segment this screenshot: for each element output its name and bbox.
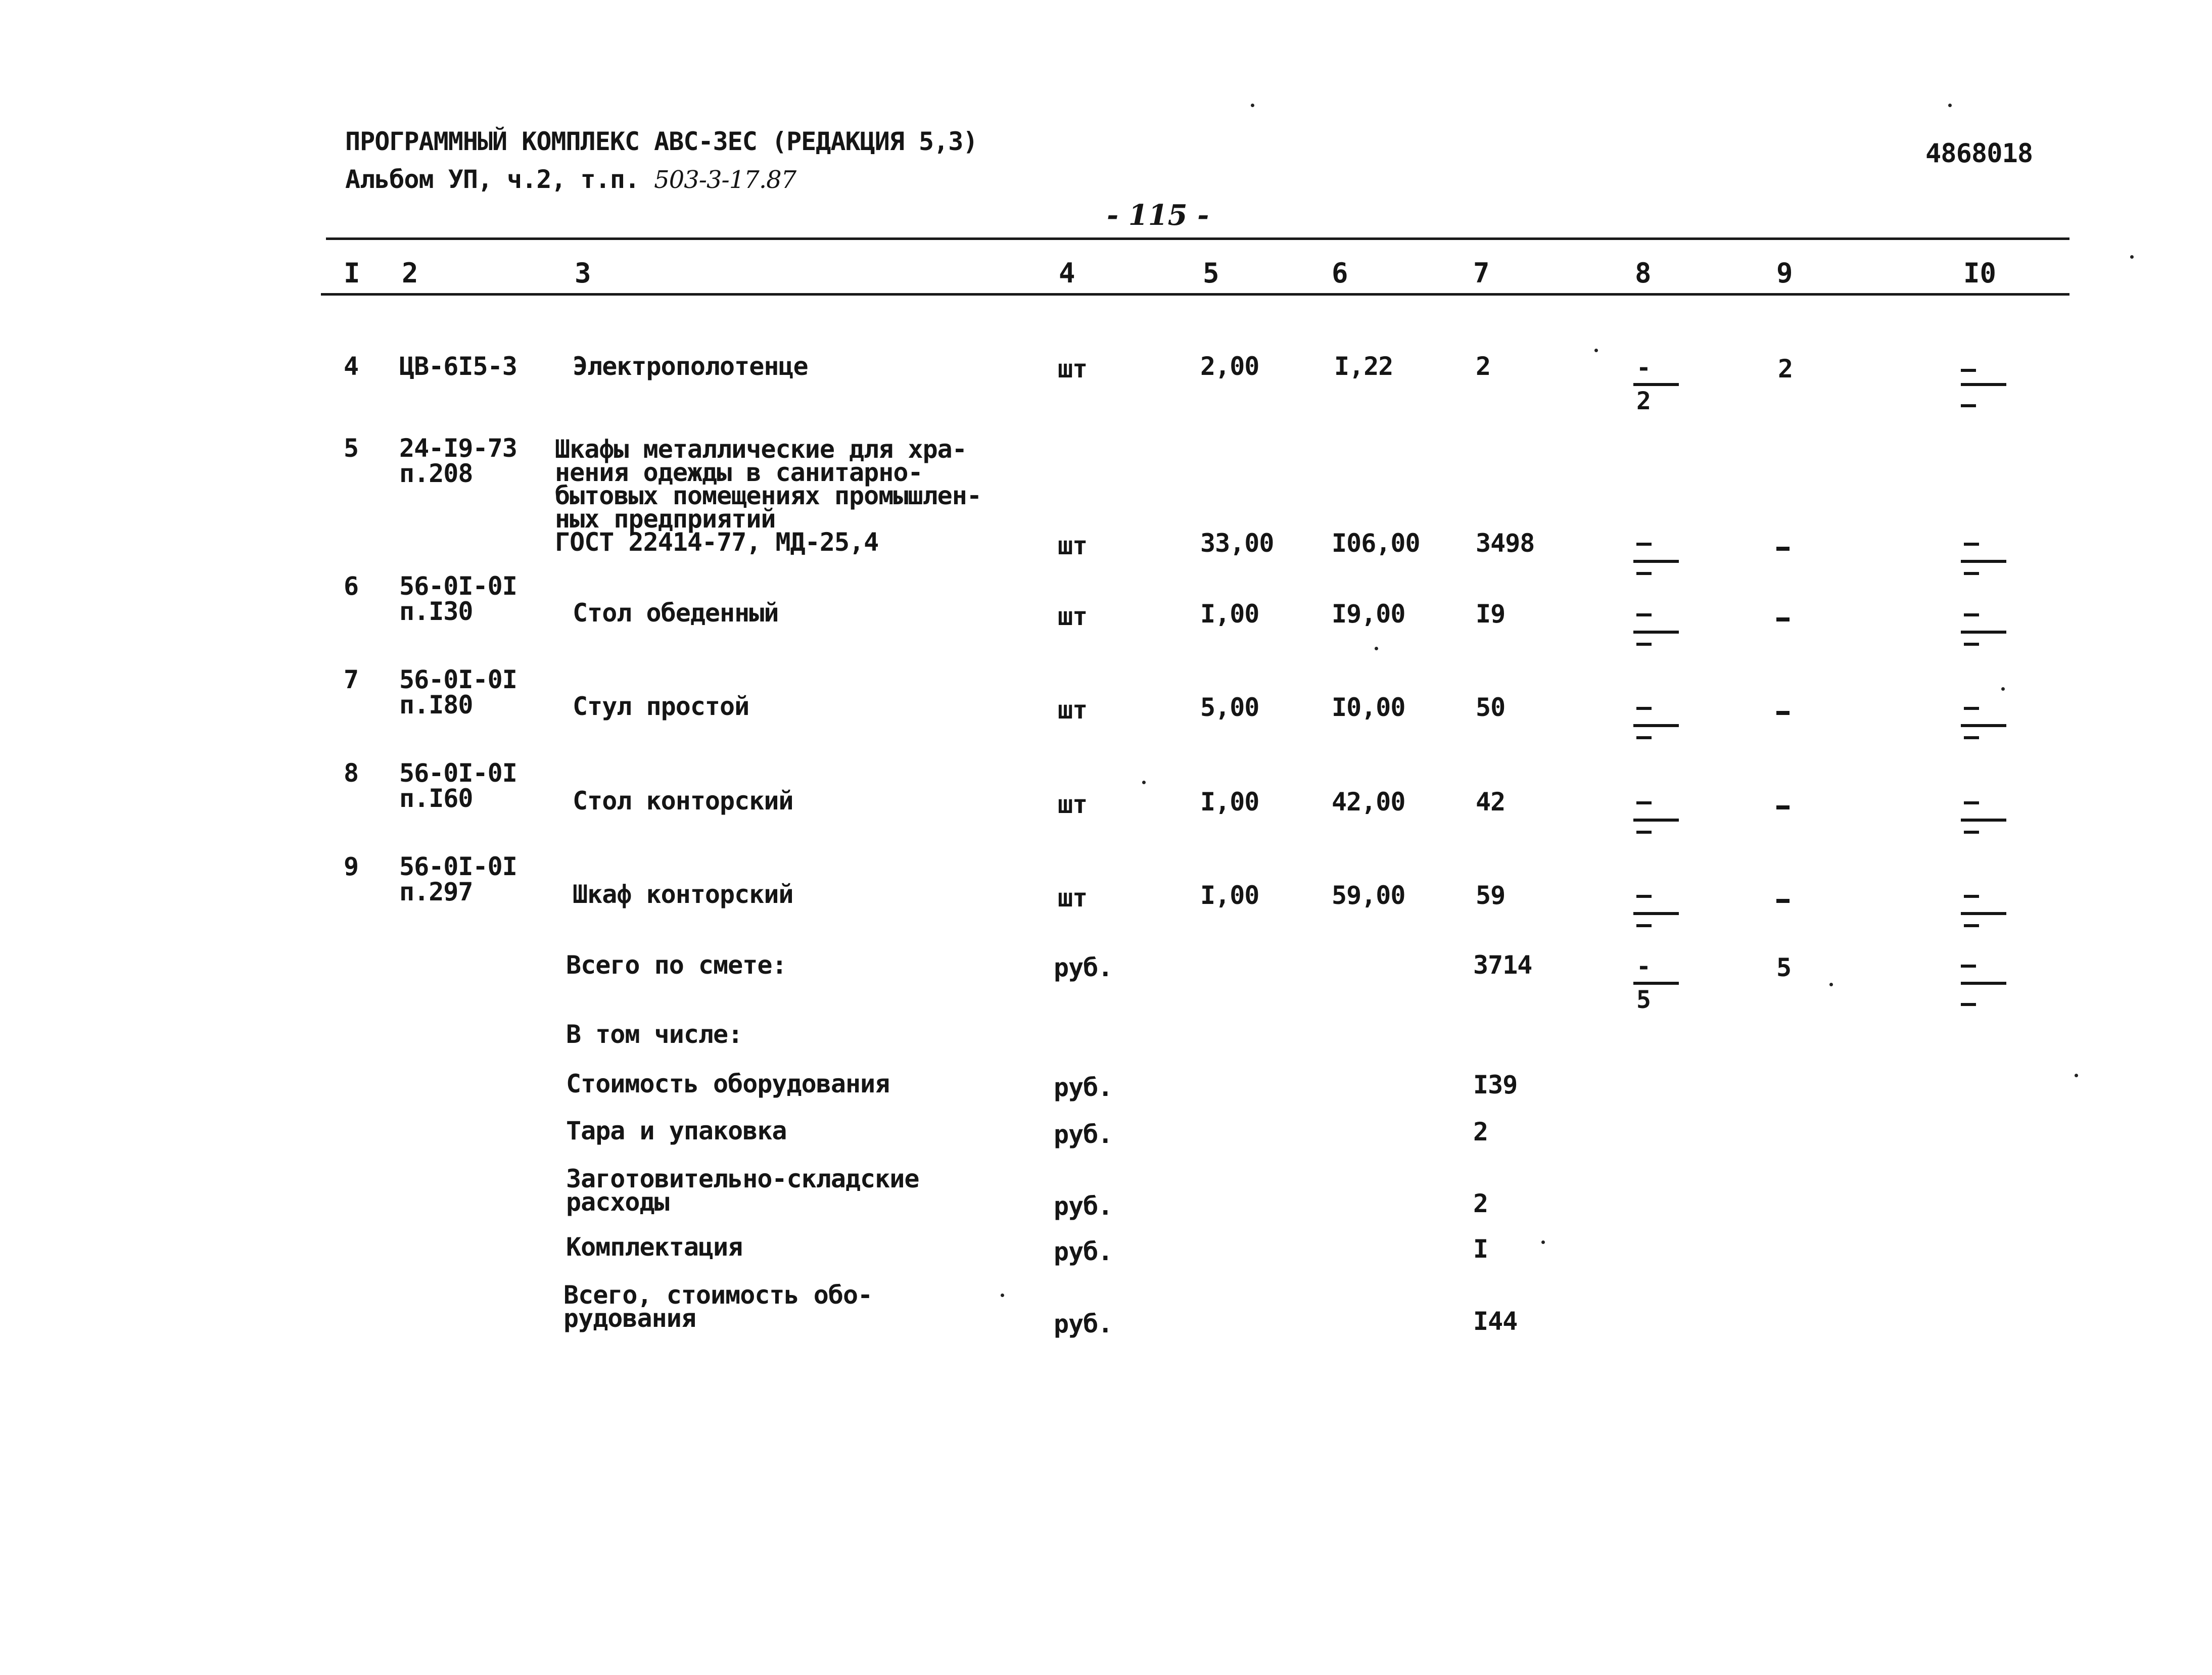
- row-col9-dash: [1776, 805, 1790, 809]
- scan-speck: [1142, 781, 1146, 784]
- row-quantity: I,00: [1200, 881, 1259, 910]
- row-description: Шкаф конторский: [573, 880, 793, 909]
- row-total: 50: [1476, 693, 1505, 722]
- fraction-numerator: -: [1636, 354, 1651, 382]
- row-unit: шт: [1058, 602, 1088, 631]
- row-unit: шт: [1058, 531, 1088, 560]
- row-col9: 2: [1778, 354, 1793, 384]
- row-col10-mark: [1961, 883, 2006, 948]
- row-number: 9: [344, 852, 359, 881]
- breakdown-label: Заготовительно-складские расходы: [566, 1164, 919, 1217]
- column-header: 7: [1473, 257, 1490, 289]
- breakdown-title: В том числе:: [566, 1020, 743, 1049]
- row-price: 42,00: [1332, 787, 1405, 817]
- breakdown-value: I: [1473, 1234, 1488, 1264]
- row-quantity: 33,00: [1200, 529, 1274, 558]
- breakdown-unit: руб.: [1054, 1191, 1113, 1221]
- row-quantity: 2,00: [1200, 352, 1259, 381]
- scan-speck: [2130, 255, 2134, 259]
- row-col10-mark: [1961, 531, 2006, 596]
- row-unit: шт: [1058, 695, 1088, 725]
- breakdown-label: Тара и упаковка: [566, 1116, 787, 1145]
- breakdown-label: Комплектация: [566, 1232, 743, 1262]
- page-number: - 115 -: [1107, 199, 1209, 232]
- row-total: 3498: [1476, 529, 1535, 558]
- row-price: I9,00: [1332, 599, 1405, 629]
- row-quantity: I,00: [1200, 599, 1259, 629]
- row-description: Стул простой: [573, 692, 749, 721]
- row-total: 42: [1476, 787, 1505, 817]
- row-total: I9: [1476, 599, 1505, 629]
- row-price: I06,00: [1332, 529, 1420, 558]
- document-number: 4868018: [1925, 138, 2033, 169]
- column-header: I0: [1963, 257, 1997, 289]
- row-quantity: 5,00: [1200, 693, 1259, 722]
- breakdown-value: I39: [1473, 1070, 1518, 1099]
- row-number: 8: [344, 758, 359, 788]
- column-header: 3: [575, 257, 591, 289]
- row-description: Электрополотенце: [573, 352, 808, 381]
- fraction-bar: [1633, 383, 1679, 386]
- row-number: 6: [344, 571, 359, 601]
- fraction-denominator: 2: [1636, 387, 1651, 415]
- column-header: I: [344, 257, 360, 289]
- row-col8-mark: [1633, 531, 1679, 596]
- totals-col10-mark: [1961, 952, 2006, 1018]
- column-header: 2: [402, 257, 418, 289]
- breakdown-value: 2: [1473, 1117, 1488, 1146]
- row-col8-mark: [1633, 883, 1679, 948]
- row-description: Стол конторский: [573, 786, 793, 816]
- totals-total: 3714: [1473, 950, 1532, 980]
- row-number: 7: [344, 665, 359, 694]
- program-title: ПРОГРАММНЫЙ КОМПЛЕКС АВС-ЗЕС (РЕДАКЦИЯ 5,3): [345, 127, 978, 156]
- row-col8-mark: [1633, 695, 1679, 760]
- column-header: 5: [1203, 257, 1219, 289]
- column-header: 8: [1635, 257, 1652, 289]
- fraction-numerator: -: [1636, 952, 1651, 981]
- row-col9-dash: [1776, 547, 1790, 551]
- row-total: 59: [1476, 881, 1505, 910]
- totals-col9: 5: [1776, 953, 1792, 982]
- breakdown-value: 2: [1473, 1189, 1488, 1218]
- row-col8-fraction: [1633, 354, 1679, 419]
- row-description: Стол обеденный: [573, 598, 779, 628]
- row-code-item: п.208: [399, 459, 473, 488]
- totals-unit: руб.: [1054, 953, 1113, 982]
- album-line-prefix: Альбом УП, ч.2, т.п.: [345, 165, 640, 194]
- breakdown-unit: руб.: [1054, 1237, 1113, 1266]
- scan-speck: [1541, 1240, 1545, 1244]
- totals-label: Всего по смете:: [566, 950, 787, 980]
- row-col10-mark: [1961, 695, 2006, 760]
- row-col10-mark: [1961, 601, 2006, 667]
- scan-speck: [1948, 104, 1952, 107]
- row-code: 56-0I-0I: [399, 758, 517, 788]
- row-price: I0,00: [1332, 693, 1405, 722]
- scan-speck: [1594, 349, 1598, 352]
- header-bottom-rule: [321, 293, 2069, 296]
- album-line: [345, 167, 796, 192]
- row-code-item: п.I80: [399, 690, 473, 720]
- row-code-item: п.I30: [399, 597, 473, 626]
- column-header: 9: [1776, 257, 1793, 289]
- breakdown-unit: руб.: [1054, 1120, 1113, 1149]
- row-unit: шт: [1058, 790, 1088, 819]
- row-quantity: I,00: [1200, 787, 1259, 817]
- breakdown-unit: руб.: [1054, 1073, 1113, 1102]
- row-col8-mark: [1633, 789, 1679, 855]
- scan-speck: [1001, 1294, 1004, 1297]
- row-price: I,22: [1334, 352, 1393, 381]
- row-price: 59,00: [1332, 881, 1405, 910]
- breakdown-value: I44: [1473, 1307, 1518, 1336]
- row-code: 56-0I-0I: [399, 665, 517, 694]
- row-code-item: п.I60: [399, 784, 473, 813]
- row-col8-mark: [1633, 601, 1679, 667]
- row-code: 56-0I-0I: [399, 852, 517, 881]
- fraction-bar: [1633, 982, 1679, 985]
- row-code: 56-0I-0I: [399, 571, 517, 601]
- scan-speck: [1829, 983, 1833, 986]
- row-total: 2: [1476, 352, 1491, 381]
- row-number: 5: [344, 434, 359, 463]
- row-col9-dash: [1776, 899, 1790, 903]
- scan-speck: [1251, 104, 1254, 107]
- totals-col8-fraction: [1633, 952, 1679, 1018]
- breakdown-unit: руб.: [1054, 1309, 1113, 1338]
- project-number-handwritten: 503-3-17.87: [654, 166, 796, 194]
- row-col9-dash: [1776, 711, 1790, 715]
- scan-speck: [2075, 1074, 2078, 1077]
- column-header: 4: [1059, 257, 1075, 289]
- column-header: 6: [1332, 257, 1348, 289]
- row-col10-mark: [1961, 354, 2006, 419]
- row-unit: шт: [1058, 883, 1088, 913]
- row-code: ЦВ-6I5-3: [399, 352, 517, 381]
- row-number: 4: [344, 352, 359, 381]
- scan-speck: [1375, 647, 1378, 650]
- row-code-item: п.297: [399, 877, 473, 906]
- row-description: Шкафы металлические для хра- нения одежды в санитарно- бытовых помещениях промышлен- ных предприятий ГОСТ 22414-77, МД-25,4: [555, 435, 981, 557]
- breakdown-label: Всего, стоимость обо- рудования: [563, 1280, 873, 1333]
- row-col10-mark: [1961, 789, 2006, 855]
- breakdown-label: Стоимость оборудования: [566, 1069, 890, 1098]
- row-code: 24-I9-73: [399, 434, 517, 463]
- row-unit: шт: [1058, 354, 1088, 384]
- scan-speck: [2001, 687, 2005, 691]
- top-rule: [326, 237, 2069, 240]
- row-col9-dash: [1776, 617, 1790, 621]
- fraction-denominator: 5: [1636, 986, 1651, 1014]
